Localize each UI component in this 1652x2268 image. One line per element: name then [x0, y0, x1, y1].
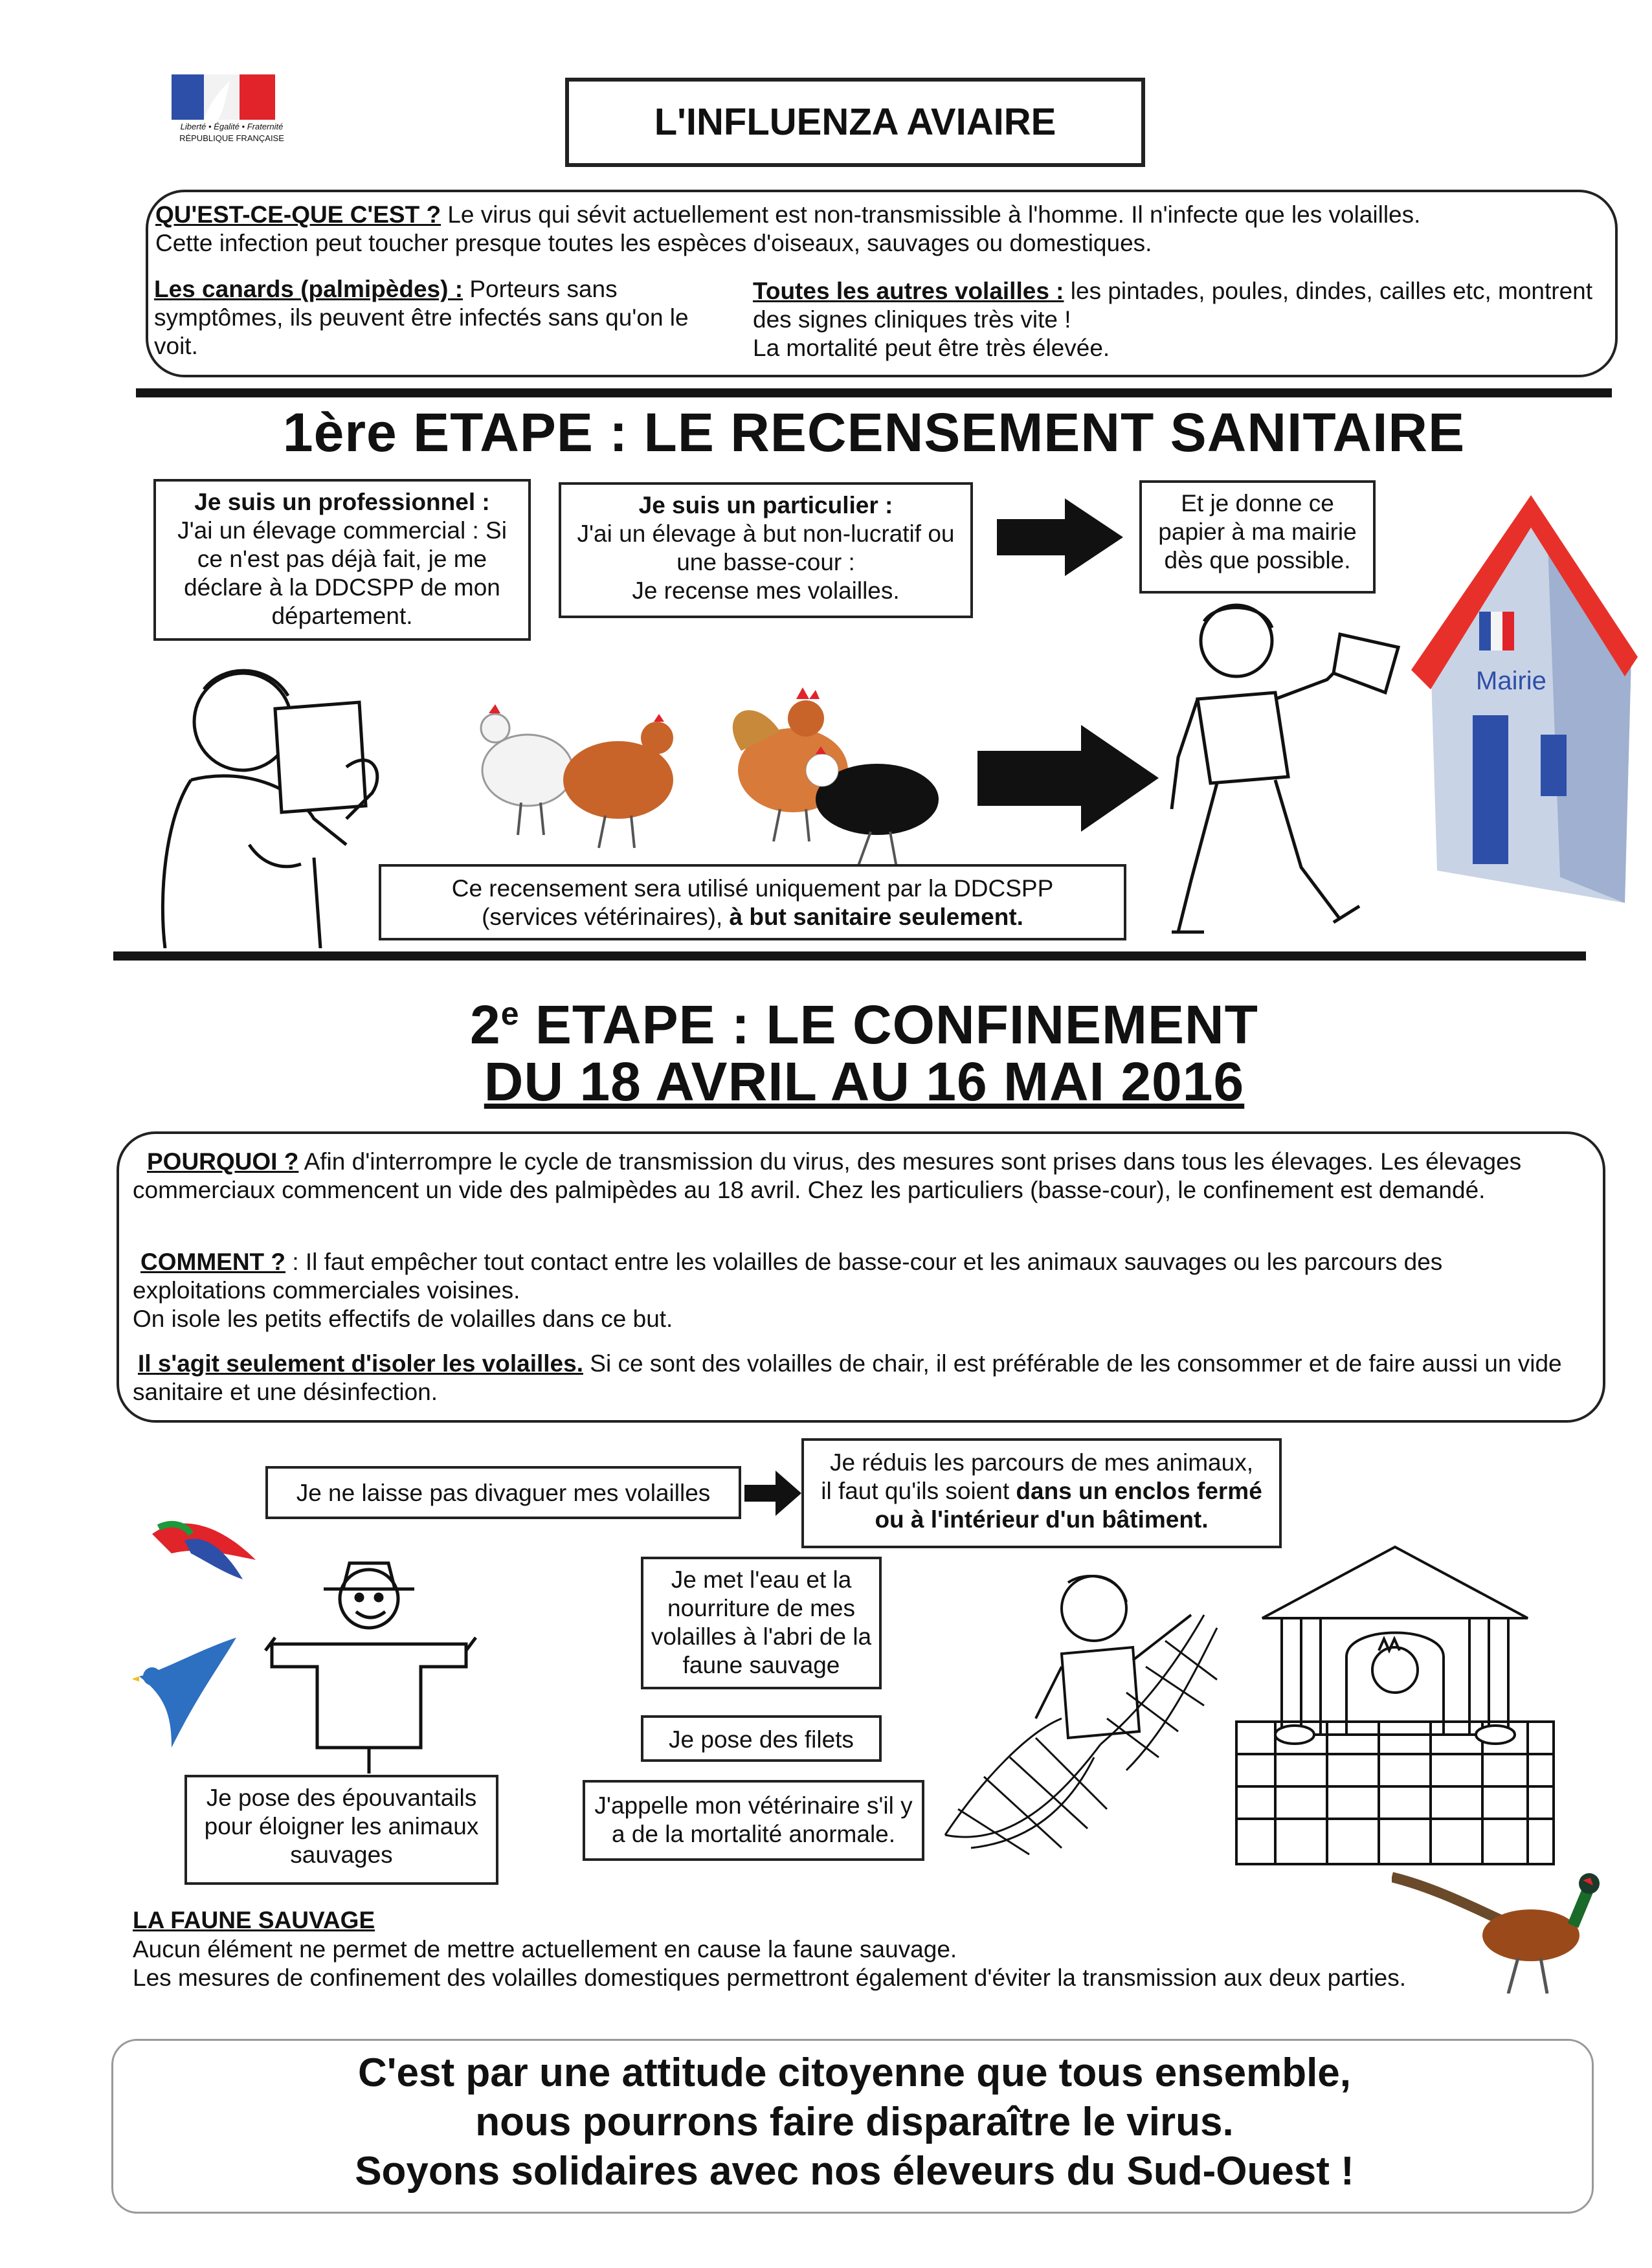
- others-label: Toutes les autres volailles :: [753, 278, 1064, 304]
- intro-what-is-it: [155, 201, 1605, 229]
- only-paragraph: [133, 1350, 1563, 1406]
- arrow-right-icon: [997, 498, 1123, 576]
- wildlife-text-1: Aucun élément ne permet de mettre actuellement en cause la faune sauvage.: [133, 1936, 957, 1962]
- step2-divider: [113, 951, 1586, 961]
- why-paragraph: [133, 1148, 1557, 1205]
- footer-line-3: Soyons solidaires avec nos éleveurs du Sud-Ouest !: [355, 2149, 1354, 2194]
- how-text-2: On isole les petits effectifs de volailles dans ce but.: [133, 1306, 673, 1332]
- logo-motto: Liberté • Égalité • Fraternité: [180, 122, 284, 131]
- intro-ducks: [154, 275, 711, 361]
- individual-text-2: Je recense mes volailles.: [632, 577, 900, 604]
- nets-box: [641, 1715, 882, 1762]
- chickens-icon: [469, 673, 948, 893]
- census-note-text: Ce recensement sera utilisé uniquement par la DDCSPP: [451, 875, 1054, 902]
- reduce-range-line2: [810, 1477, 1273, 1534]
- henhouse-icon: [1223, 1540, 1567, 1877]
- reduce-range-text-1: Je réduis les parcours de mes animaux,: [830, 1449, 1253, 1476]
- wildlife-text-2: Les mesures de confinement des volailles domestiques permettront également d'éviter la transmission aux deux parties.: [133, 1964, 1407, 1991]
- person-walking-icon: [1152, 595, 1411, 945]
- intro-other-poultry: [753, 277, 1614, 362]
- footer-message: [117, 2049, 1592, 2196]
- blue-bird-icon: [133, 1631, 246, 1751]
- others-text: les pintades, poules, dindes, cailles etc, montrent des signes cliniques très vite !: [753, 278, 1593, 333]
- no-roaming-text: Je ne laisse pas divaguer mes volailles: [296, 1480, 711, 1506]
- why-text: Afin d'interrompre le cycle de transmission du virus, des mesures sont prises dans tous les élevages. Les élevages commerciaux commencent un vide des palmipèdes au 18 avril. Chez les particuliers (basse-cour), le confinement est demandé.: [133, 1148, 1522, 1203]
- only-text: Si ce sont des volailles de chair, il est préférable de les consommer et de faire aussi un vide sanitaire et une désinfection.: [133, 1350, 1562, 1405]
- reduce-range-text-2: il faut qu'ils soient: [821, 1478, 1010, 1504]
- step2-title-sup: e: [500, 995, 520, 1032]
- vet-text: J'appelle mon vétérinaire s'il y a de la mortalité anormale.: [594, 1792, 913, 1847]
- person-with-net-icon: [932, 1563, 1256, 1867]
- census-note-box: [379, 864, 1126, 940]
- scarecrow-box: [184, 1775, 498, 1885]
- individual-box: [559, 482, 973, 618]
- professional-title: Je suis un professionnel :: [194, 489, 490, 515]
- census-note-line2: [388, 903, 1117, 931]
- pheasant-icon: [1392, 1864, 1605, 1994]
- intro-question-text: Le virus qui sévit actuellement est non-transmissible à l'homme. Il n'infecte que les volailles.: [447, 201, 1421, 228]
- reduce-range-box: [801, 1438, 1282, 1548]
- no-roaming-box: [265, 1466, 741, 1519]
- town-hall-box: [1139, 480, 1376, 594]
- logo-republique: RÉPUBLIQUE FRANÇAISE: [179, 133, 284, 143]
- town-hall-icon: [1411, 495, 1638, 903]
- footer-line-2: nous pourrons faire disparaître le virus.: [475, 2100, 1234, 2144]
- others-text-2: La mortalité peut être très élevée.: [753, 335, 1110, 361]
- vet-box: [583, 1780, 924, 1861]
- nets-text: Je pose des filets: [669, 1726, 854, 1753]
- wildlife-label: LA FAUNE SAUVAGE: [133, 1907, 375, 1933]
- step2-title-num: 2: [470, 994, 501, 1055]
- professional-text: J'ai un élevage commercial : Si ce n'est pas déjà fait, je me déclare à la DDCSPP de mon département.: [177, 517, 507, 629]
- census-note-text-2: (services vétérinaires),: [482, 904, 723, 930]
- step2-dates: DU 18 AVRIL AU 16 MAI 2016: [484, 1051, 1245, 1112]
- arrow-right-large-icon: [977, 725, 1159, 832]
- how-label: COMMENT ?: [140, 1249, 286, 1275]
- intro-question-label: QU'EST-CE-QUE C'EST ?: [155, 201, 441, 228]
- step1-divider: [136, 388, 1612, 397]
- step2-title-rest: ETAPE : LE CONFINEMENT: [519, 994, 1258, 1055]
- ducks-label: Les canards (palmipèdes) :: [154, 276, 463, 302]
- parrot-icon: [146, 1508, 259, 1592]
- town-hall-text: Et je donne ce papier à ma mairie dès que possible.: [1158, 490, 1357, 573]
- footer-line-1: C'est par une attitude citoyenne que tous ensemble,: [357, 2051, 1352, 2095]
- individual-text: J'ai un élevage à but non-lucratif ou une basse-cour :: [577, 520, 955, 575]
- ducks-text: Porteurs sans symptômes, ils peuvent être infectés sans qu'on le voit.: [154, 276, 689, 359]
- professional-box: [153, 479, 531, 641]
- step2-title: [155, 984, 1573, 1054]
- town-hall-sign: Mairie: [1476, 667, 1546, 695]
- only-label: Il s'agit seulement d'isoler les volailles.: [138, 1350, 583, 1377]
- individual-title: Je suis un particulier :: [638, 492, 893, 518]
- water-food-box: [641, 1557, 882, 1689]
- scarecrow-text: Je pose des épouvantails pour éloigner les animaux sauvages: [204, 1784, 479, 1868]
- census-note-bold: à but sanitaire seulement.: [729, 904, 1023, 930]
- page-title-box: [565, 78, 1145, 167]
- intro-question-text-2: Cette infection peut toucher presque toutes les espèces d'oiseaux, sauvages ou domestiques.: [155, 230, 1152, 256]
- how-text: : Il faut empêcher tout contact entre les volailles de basse-cour et les animaux sauvages ou les parcours des exploitations commerciales voisines.: [133, 1249, 1443, 1304]
- page-title: L'INFLUENZA AVIAIRE: [654, 101, 1056, 143]
- why-label: POURQUOI ?: [147, 1148, 299, 1175]
- how-paragraph: [133, 1248, 1557, 1333]
- arrow-right-small-icon: [744, 1471, 801, 1516]
- reduce-range-bold: dans un enclos fermé ou à l'intérieur d'un bâtiment.: [875, 1478, 1262, 1533]
- scarecrow-icon: [259, 1560, 479, 1773]
- step1-title: 1ère ETAPE : LE RECENSEMENT SANITAIRE: [282, 402, 1466, 463]
- water-food-text: Je met l'eau et la nourriture de mes volailles à l'abri de la faune sauvage: [651, 1566, 872, 1678]
